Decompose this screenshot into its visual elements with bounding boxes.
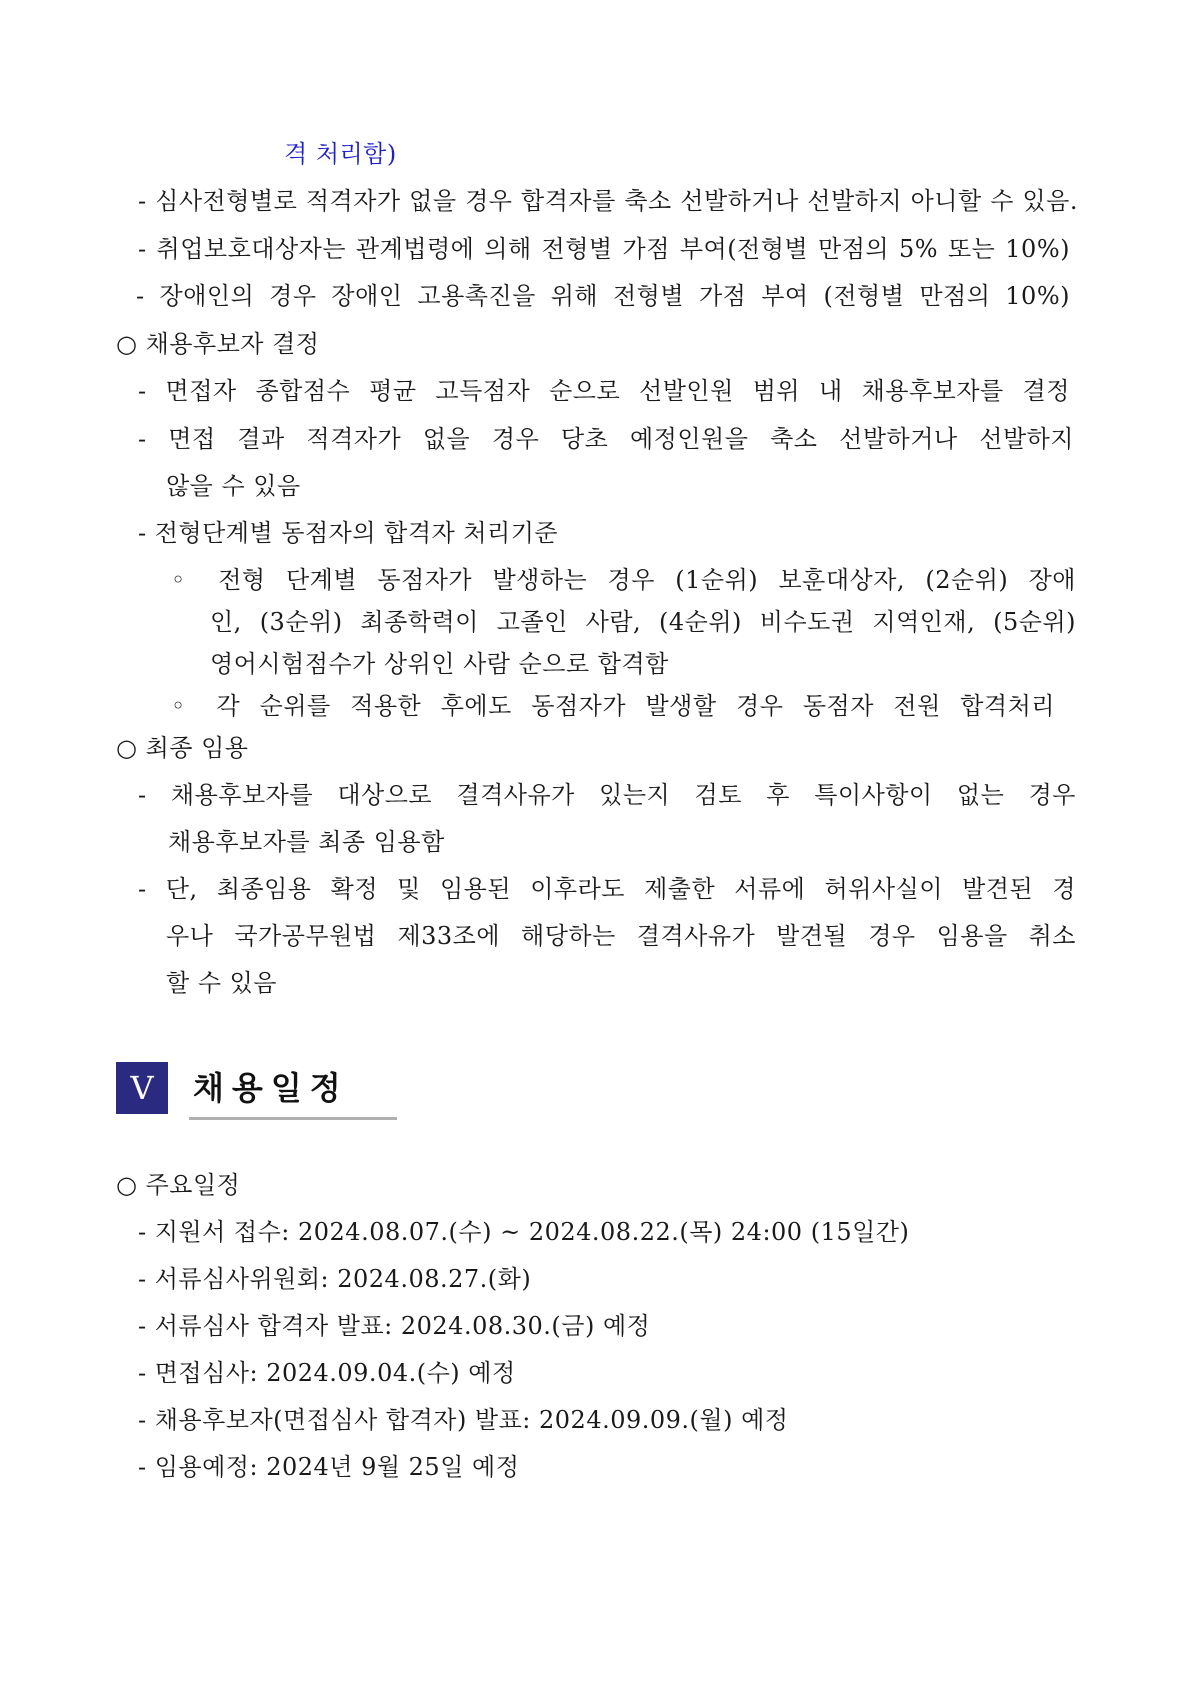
sub-item-tie-rule-line1: ◦ 전형 단계별 동점자가 발생하는 경우 (1순위) 보훈대상자, (2순위) 장애 (171, 566, 1076, 594)
list-item-candidate-3: - 전형단계별 동점자의 합격자 처리기준 (138, 519, 559, 547)
list-item-final-2-line2: 우나 국가공무원법 제33조에 해당하는 결격사유가 발견될 경우 임용을 취소 (166, 922, 1076, 950)
list-item-final-2-line3: 할 수 있음 (166, 969, 277, 997)
list-item-candidate-1: - 면접자 종합점수 평균 고득점자 순으로 선발인원 범위 내 채용후보자를 결정 (138, 377, 1070, 405)
schedule-item-interview: - 면접심사: 2024.09.04.(수) 예정 (138, 1359, 516, 1387)
schedule-item-document-committee: - 서류심사위원회: 2024.08.27.(화) (138, 1265, 532, 1293)
list-item-screening-1: - 심사전형별로 적격자가 없을 경우 합격자를 축소 선발하거나 선발하지 아니할 수 있음. (138, 187, 1078, 215)
list-item-final-1-line2: 채용후보자를 최종 임용함 (168, 828, 445, 856)
schedule-item-document-result: - 서류심사 합격자 발표: 2024.08.30.(금) 예정 (138, 1312, 651, 1340)
section-title-underline (189, 1117, 397, 1120)
sub-item-tie-rule-line2: 인, (3순위) 최종학력이 고졸인 사람, (4순위) 비수도권 지역인재, (5순위) (210, 608, 1076, 636)
list-item-candidate-2-line1: - 면접 결과 적격자가 없을 경우 당초 예정인원을 축소 선발하거나 선발하지 (138, 425, 1074, 453)
list-item-screening-3: - 장애인의 경우 장애인 고용촉진을 위해 전형별 가점 부여 (전형별 만점의 10%) (136, 282, 1070, 310)
schedule-item-candidate-announcement: - 채용후보자(면접심사 합격자) 발표: 2024.09.09.(월) 예정 (138, 1406, 789, 1434)
list-item-final-2-line1: - 단, 최종임용 확정 및 임용된 이후라도 제출한 서류에 허위사실이 발견된 경 (138, 875, 1076, 903)
sub-item-tie-all-pass: ◦ 각 순위를 적용한 후에도 동점자가 발생할 경우 동점자 전원 합격처리 (171, 692, 1055, 720)
section-title: 채용일정 (193, 1069, 349, 1107)
heading-main-schedule: ○ 주요일정 (116, 1171, 241, 1199)
sub-item-tie-rule-line3: 영어시험점수가 상위인 사람 순으로 합격함 (210, 650, 669, 678)
list-item-final-1-line1: - 채용후보자를 대상으로 결격사유가 있는지 검토 후 특이사항이 없는 경우 (138, 781, 1076, 809)
continuation-text: 격 처리함) (284, 140, 397, 168)
schedule-item-application: - 지원서 접수: 2024.08.07.(수) ~ 2024.08.22.(목) 24:00 (15일간) (138, 1218, 910, 1246)
heading-candidate-decision: ○ 채용후보자 결정 (116, 330, 320, 358)
schedule-item-appointment: - 임용예정: 2024년 9월 25일 예정 (138, 1453, 520, 1481)
list-item-candidate-2-line2: 않을 수 있음 (166, 472, 301, 500)
heading-final-appointment: ○ 최종 임용 (116, 734, 249, 762)
section-number-box: V (116, 1062, 168, 1114)
list-item-screening-2: - 취업보호대상자는 관계법령에 의해 전형별 가점 부여(전형별 만점의 5% 또는 10%) (138, 235, 1070, 263)
